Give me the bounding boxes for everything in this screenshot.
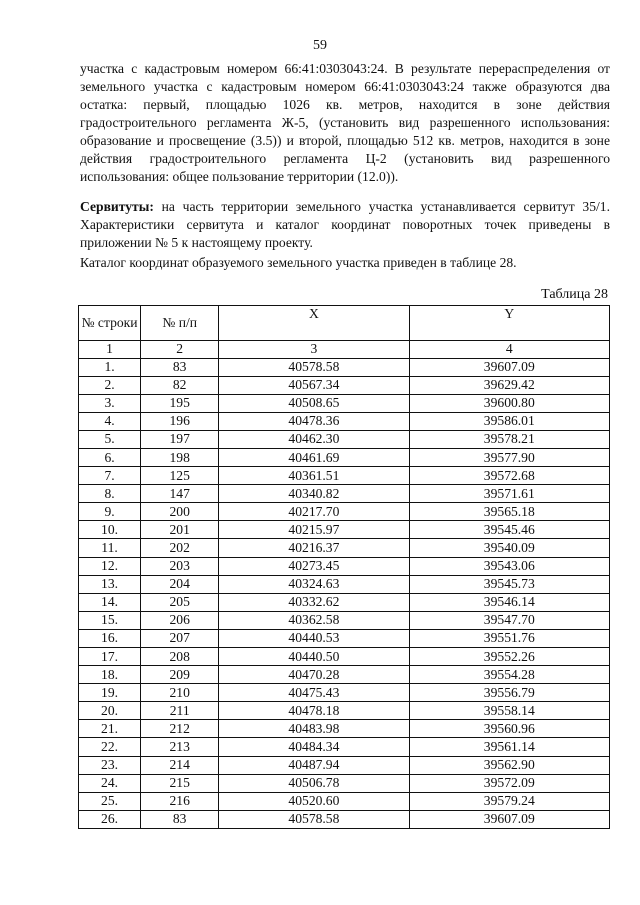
header-row-number: № строки — [79, 306, 141, 341]
cell-x: 40217.70 — [219, 503, 409, 521]
cell-y: 39578.21 — [409, 430, 609, 448]
cell-point-number: 83 — [141, 810, 219, 828]
cell-x: 40508.65 — [219, 394, 409, 412]
table-row — [79, 539, 610, 557]
cell-x: 40520.60 — [219, 792, 409, 810]
cell-x: 40478.36 — [219, 412, 409, 430]
cell-x: 40567.34 — [219, 376, 409, 394]
cell-y: 39572.68 — [409, 467, 609, 485]
cell-point-number: 213 — [141, 738, 219, 756]
cell-row-number: 9. — [79, 503, 141, 521]
cell-point-number: 206 — [141, 611, 219, 629]
cell-y: 39562.90 — [409, 756, 609, 774]
table-index-row — [79, 341, 610, 359]
cell-y: 39545.46 — [409, 521, 609, 539]
cell-x: 40478.18 — [219, 702, 409, 720]
table-row — [79, 557, 610, 575]
cell-row-number: 26. — [79, 810, 141, 828]
cell-y: 39545.73 — [409, 575, 609, 593]
page-number: 59 — [313, 38, 327, 53]
cell-point-number: 198 — [141, 448, 219, 466]
cell-point-number: 211 — [141, 702, 219, 720]
cell-row-number: 12. — [79, 557, 141, 575]
table-row — [79, 756, 610, 774]
cell-row-number: 24. — [79, 774, 141, 792]
header-y: Y — [409, 306, 609, 341]
cell-point-number: 204 — [141, 575, 219, 593]
cell-point-number: 197 — [141, 430, 219, 448]
cell-row-number: 1. — [79, 358, 141, 376]
cell-row-number: 2. — [79, 376, 141, 394]
index-cell: 2 — [141, 341, 219, 359]
servitude-label: Сервитуты: — [80, 199, 154, 214]
index-cell: 4 — [409, 341, 609, 359]
servitude-text: на часть территории земельного участка устанавливается сервитут 35/1. Характеристики сервитута и каталог координат поворотных точек приведены в приложении № 5 к настоящему проекту. — [80, 199, 610, 250]
cell-y: 39607.09 — [409, 810, 609, 828]
cell-x: 40216.37 — [219, 539, 409, 557]
cell-point-number: 214 — [141, 756, 219, 774]
table-row — [79, 448, 610, 466]
cell-row-number: 18. — [79, 666, 141, 684]
table-row — [79, 521, 610, 539]
table-row — [79, 503, 610, 521]
cell-x: 40483.98 — [219, 720, 409, 738]
cell-y: 39571.61 — [409, 485, 609, 503]
cell-point-number: 202 — [141, 539, 219, 557]
table-row — [79, 593, 610, 611]
cell-x: 40440.53 — [219, 629, 409, 647]
table-header-row — [79, 306, 610, 341]
cell-x: 40578.58 — [219, 358, 409, 376]
cell-y: 39629.42 — [409, 376, 609, 394]
cell-row-number: 6. — [79, 448, 141, 466]
cell-y: 39552.26 — [409, 648, 609, 666]
cell-row-number: 13. — [79, 575, 141, 593]
table-row — [79, 394, 610, 412]
table-row — [79, 774, 610, 792]
table-row — [79, 720, 610, 738]
cell-x: 40470.28 — [219, 666, 409, 684]
cell-row-number: 23. — [79, 756, 141, 774]
cell-x: 40484.34 — [219, 738, 409, 756]
catalog-reference-text: Каталог координат образуемого земельного участка приведен в таблице 28. — [80, 255, 517, 270]
cell-x: 40506.78 — [219, 774, 409, 792]
cell-y: 39586.01 — [409, 412, 609, 430]
cell-point-number: 147 — [141, 485, 219, 503]
cell-point-number: 212 — [141, 720, 219, 738]
table-row — [79, 684, 610, 702]
cell-y: 39607.09 — [409, 358, 609, 376]
cell-row-number: 5. — [79, 430, 141, 448]
cell-point-number: 201 — [141, 521, 219, 539]
cell-y: 39565.18 — [409, 503, 609, 521]
cell-point-number: 195 — [141, 394, 219, 412]
cell-row-number: 11. — [79, 539, 141, 557]
cell-x: 40578.58 — [219, 810, 409, 828]
table-body — [79, 358, 610, 828]
cell-y: 39558.14 — [409, 702, 609, 720]
table-row — [79, 412, 610, 430]
cell-point-number: 82 — [141, 376, 219, 394]
table-row — [79, 358, 610, 376]
cell-y: 39572.09 — [409, 774, 609, 792]
table-row — [79, 666, 610, 684]
cell-x: 40475.43 — [219, 684, 409, 702]
index-cell: 3 — [219, 341, 409, 359]
cell-x: 40273.45 — [219, 557, 409, 575]
cell-row-number: 17. — [79, 648, 141, 666]
cell-x: 40215.97 — [219, 521, 409, 539]
cell-row-number: 20. — [79, 702, 141, 720]
table-row — [79, 376, 610, 394]
table-row — [79, 575, 610, 593]
cell-point-number: 207 — [141, 629, 219, 647]
cell-row-number: 25. — [79, 792, 141, 810]
cell-y: 39551.76 — [409, 629, 609, 647]
cell-row-number: 4. — [79, 412, 141, 430]
cell-x: 40361.51 — [219, 467, 409, 485]
cell-point-number: 83 — [141, 358, 219, 376]
header-x: X — [219, 306, 409, 341]
cell-y: 39579.24 — [409, 792, 609, 810]
cell-x: 40362.58 — [219, 611, 409, 629]
cell-y: 39540.09 — [409, 539, 609, 557]
table-row — [79, 648, 610, 666]
cell-x: 40332.62 — [219, 593, 409, 611]
cell-y: 39547.70 — [409, 611, 609, 629]
index-cell: 1 — [79, 341, 141, 359]
cell-y: 39554.28 — [409, 666, 609, 684]
cell-point-number: 216 — [141, 792, 219, 810]
table-row — [79, 629, 610, 647]
cell-point-number: 203 — [141, 557, 219, 575]
cell-y: 39546.14 — [409, 593, 609, 611]
cell-y: 39543.06 — [409, 557, 609, 575]
cell-point-number: 209 — [141, 666, 219, 684]
paragraph-1-text: участка с кадастровым номером 66:41:0303043:24. В результате перераспределения от земельного участка с кадастровым номером 66:41:0303043:24 также образуются два остатка: первый, площадью 1026 кв. метров, находится в зоне действия градостроительного регламента Ж-5, (установить вид разрешенного использования: образование и просвещение (3.5)) и второй, площадью 512 кв. метров, находится в зоне действия градостроительного регламента Ц-2 (установить вид разрешенного использования: общее пользование территории (12.0)). — [80, 61, 610, 184]
cell-row-number: 15. — [79, 611, 141, 629]
cell-point-number: 200 — [141, 503, 219, 521]
table-row — [79, 467, 610, 485]
table-row — [79, 611, 610, 629]
cell-row-number: 14. — [79, 593, 141, 611]
cell-x: 40462.30 — [219, 430, 409, 448]
cell-y: 39560.96 — [409, 720, 609, 738]
header-point-number: № п/п — [141, 306, 219, 341]
cell-y: 39561.14 — [409, 738, 609, 756]
cell-row-number: 22. — [79, 738, 141, 756]
cell-x: 40487.94 — [219, 756, 409, 774]
cell-point-number: 205 — [141, 593, 219, 611]
table-row — [79, 810, 610, 828]
cell-row-number: 3. — [79, 394, 141, 412]
table-row — [79, 485, 610, 503]
cell-x: 40340.82 — [219, 485, 409, 503]
servitude-paragraph — [80, 198, 610, 252]
table-row — [79, 430, 610, 448]
cell-x: 40324.63 — [219, 575, 409, 593]
cell-point-number: 196 — [141, 412, 219, 430]
coordinates-table — [78, 305, 610, 829]
table-caption: Таблица 28 — [541, 287, 608, 302]
table-row — [79, 792, 610, 810]
table-row — [79, 702, 610, 720]
paragraph-servitudes — [80, 198, 610, 252]
cell-y: 39556.79 — [409, 684, 609, 702]
paragraph-catalog-reference — [80, 254, 610, 272]
cell-point-number: 215 — [141, 774, 219, 792]
cell-point-number: 125 — [141, 467, 219, 485]
cell-row-number: 10. — [79, 521, 141, 539]
cell-y: 39577.90 — [409, 448, 609, 466]
cell-row-number: 8. — [79, 485, 141, 503]
cell-point-number: 208 — [141, 648, 219, 666]
cell-x: 40461.69 — [219, 448, 409, 466]
cell-row-number: 7. — [79, 467, 141, 485]
cell-y: 39600.80 — [409, 394, 609, 412]
paragraph-parcel-description — [80, 60, 610, 186]
table-row — [79, 738, 610, 756]
cell-row-number: 21. — [79, 720, 141, 738]
cell-x: 40440.50 — [219, 648, 409, 666]
cell-row-number: 19. — [79, 684, 141, 702]
cell-point-number: 210 — [141, 684, 219, 702]
cell-row-number: 16. — [79, 629, 141, 647]
